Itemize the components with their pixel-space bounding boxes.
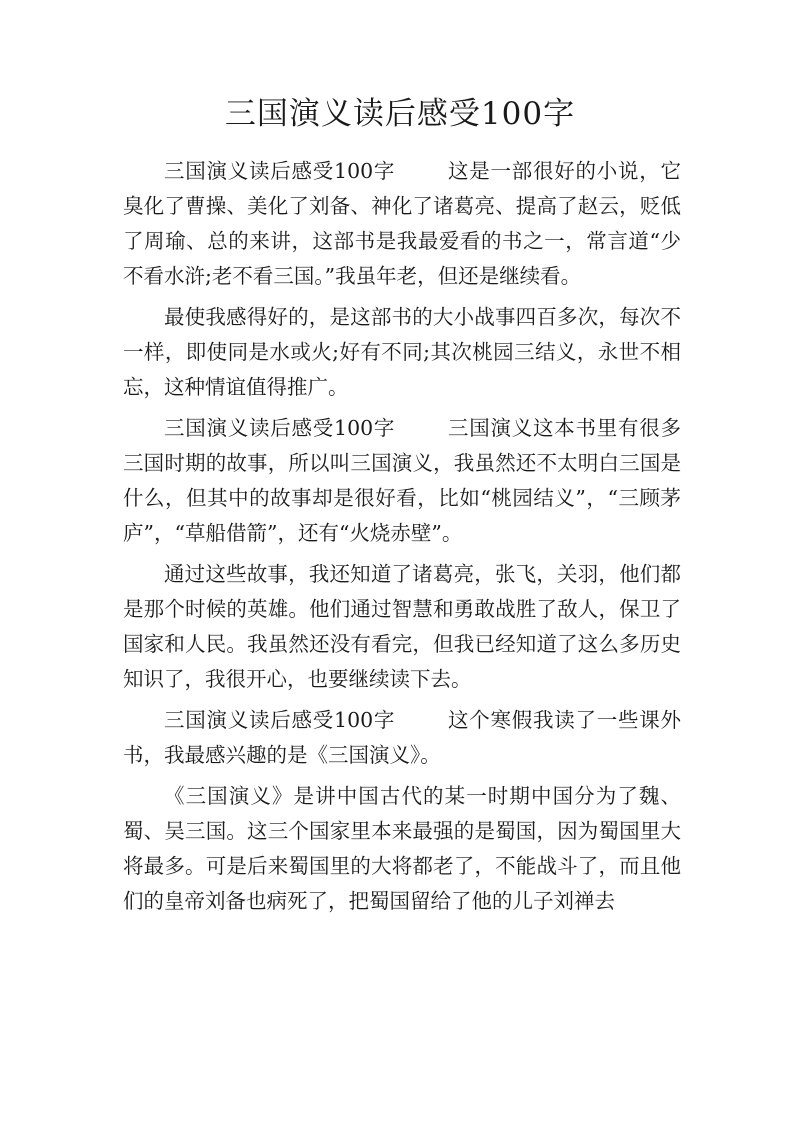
paragraph-text: 通过这些故事，我还知道了诸葛亮，张飞，关羽，他们都是那个时候的英雄。他们通过智慧和勇敢战胜了敌人，保卫了国家和人民。我虽然还没有看完，但我已经知道了这么多历史知识了，我很开心，也要继续读下去。 [123, 562, 681, 691]
paragraph-lead: 三国演义读后感受100字 [164, 159, 396, 183]
paragraph-text: 《三国演义》是讲中国古代的某一时期中国分为了魏、蜀、吴三国。这三个国家里本来最强的是蜀国，因为蜀国里大将最多。可是后来蜀国里的大将都老了，不能战斗了，而且他们的皇帝刘备也病死了，把蜀国留给了他的儿子刘禅去 [123, 784, 681, 913]
paragraph-4 [123, 557, 681, 697]
document-title: 三国演义读后感受100字 [224, 96, 576, 132]
document-body [123, 154, 681, 925]
paragraph-text: 最使我感得好的，是这部书的大小战事四百多次，每次不一样，即使同是水或火;好有不同;其次桃园三结义，永世不相忘，这种情谊值得推广。 [123, 305, 681, 399]
paragraph-text: 三国演义这本书里有很多三国时期的故事，所以叫三国演义，我虽然还不太明白三国是什么，但其中的故事却是很好看，比如“桃园结义”，“三顾茅庐”，“草船借箭”，还有“火烧赤壁”。 [123, 416, 681, 545]
paragraph-5 [123, 703, 681, 773]
paragraph-text: 这个寒假我读了一些课外书，我最感兴趣的是《三国演义》。 [123, 708, 681, 767]
paragraph-2 [123, 300, 681, 405]
paragraph-6 [123, 779, 681, 919]
paragraph-lead: 三国演义读后感受100字 [164, 708, 396, 732]
paragraph-lead: 三国演义读后感受100字 [164, 416, 396, 440]
paragraph-3 [123, 411, 681, 551]
paragraph-1 [123, 154, 681, 294]
paragraph-text: 这是一部很好的小说，它臭化了曹操、美化了刘备、神化了诸葛亮、提高了赵云，贬低了周瑜、总的来讲，这部书是我最爱看的书之一，常言道“少不看水浒;老不看三国。”我虽年老，但还是继续看。 [123, 159, 681, 288]
